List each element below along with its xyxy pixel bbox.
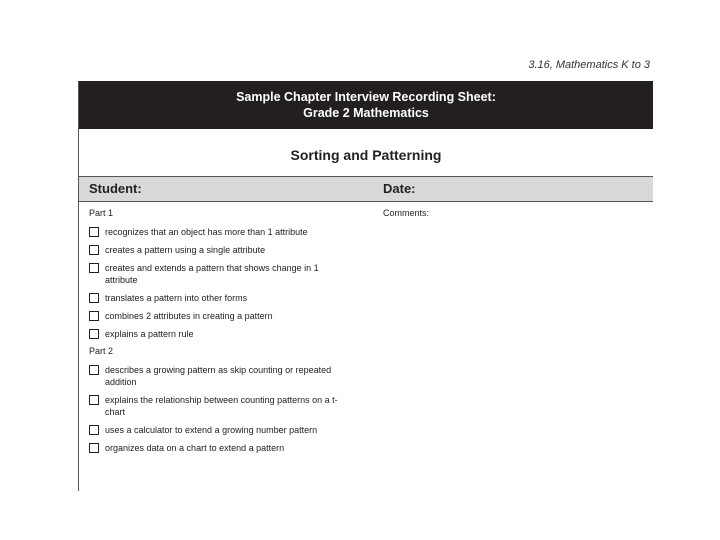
checklist-item-label: recognizes that an object has more than 1 attribute: [105, 227, 308, 237]
checklist-item[interactable]: [89, 328, 351, 340]
checkbox[interactable]: [89, 263, 99, 273]
checklist-item-label: explains a pattern rule: [105, 329, 194, 339]
checklist-item-label: describes a growing pattern as skip counting or repeated addition: [105, 365, 332, 387]
student-label: Student:: [89, 181, 142, 196]
checklist-item[interactable]: [89, 310, 351, 322]
sheet-subtitle: Sorting and Patterning: [290, 147, 442, 163]
student-date-row: [79, 176, 653, 202]
date-label: Date:: [383, 181, 416, 196]
part-2-title: Part 2: [89, 346, 114, 356]
page-reference: 3.16, Mathematics K to 3: [528, 59, 650, 71]
checkbox[interactable]: [89, 443, 99, 453]
checkbox[interactable]: [89, 425, 99, 435]
checkbox[interactable]: [89, 311, 99, 321]
checklist-item-label: uses a calculator to extend a growing number pattern: [105, 425, 318, 435]
sheet-title-line-1: Sample Chapter Interview Recording Sheet:: [236, 90, 496, 104]
checklist-item-label: explains the relationship between counting patterns on a t-chart: [105, 395, 338, 417]
checklist-item[interactable]: [89, 226, 351, 238]
checklist-item-label: creates and extends a pattern that shows change in 1 attribute: [105, 263, 319, 285]
checklist-item-label: combines 2 attributes in creating a pattern: [105, 311, 273, 321]
checklist-item[interactable]: [89, 364, 351, 388]
checklist-item[interactable]: [89, 424, 351, 436]
checkbox[interactable]: [89, 227, 99, 237]
checkbox[interactable]: [89, 293, 99, 303]
part-1-title: Part 1: [89, 208, 114, 218]
checklist-item[interactable]: [89, 442, 351, 454]
checklist-item-label: organizes data on a chart to extend a pattern: [105, 443, 285, 453]
sheet-body: [79, 202, 653, 454]
sheet-title-line-2: Grade 2 Mathematics: [303, 106, 429, 120]
checklist-item-label: creates a pattern using a single attribute: [105, 245, 266, 255]
checkbox[interactable]: [89, 245, 99, 255]
sheet-title-bar: [79, 81, 653, 129]
checkbox[interactable]: [89, 329, 99, 339]
recording-sheet: [78, 81, 653, 491]
checklist-item[interactable]: [89, 292, 351, 304]
checkbox[interactable]: [89, 365, 99, 375]
comments-label: Comments:: [383, 208, 430, 218]
checklist-item[interactable]: [89, 394, 351, 418]
checklist-item[interactable]: [89, 262, 351, 286]
checkbox[interactable]: [89, 395, 99, 405]
checklist-item[interactable]: [89, 244, 351, 256]
checklist-item-label: translates a pattern into other forms: [105, 293, 248, 303]
